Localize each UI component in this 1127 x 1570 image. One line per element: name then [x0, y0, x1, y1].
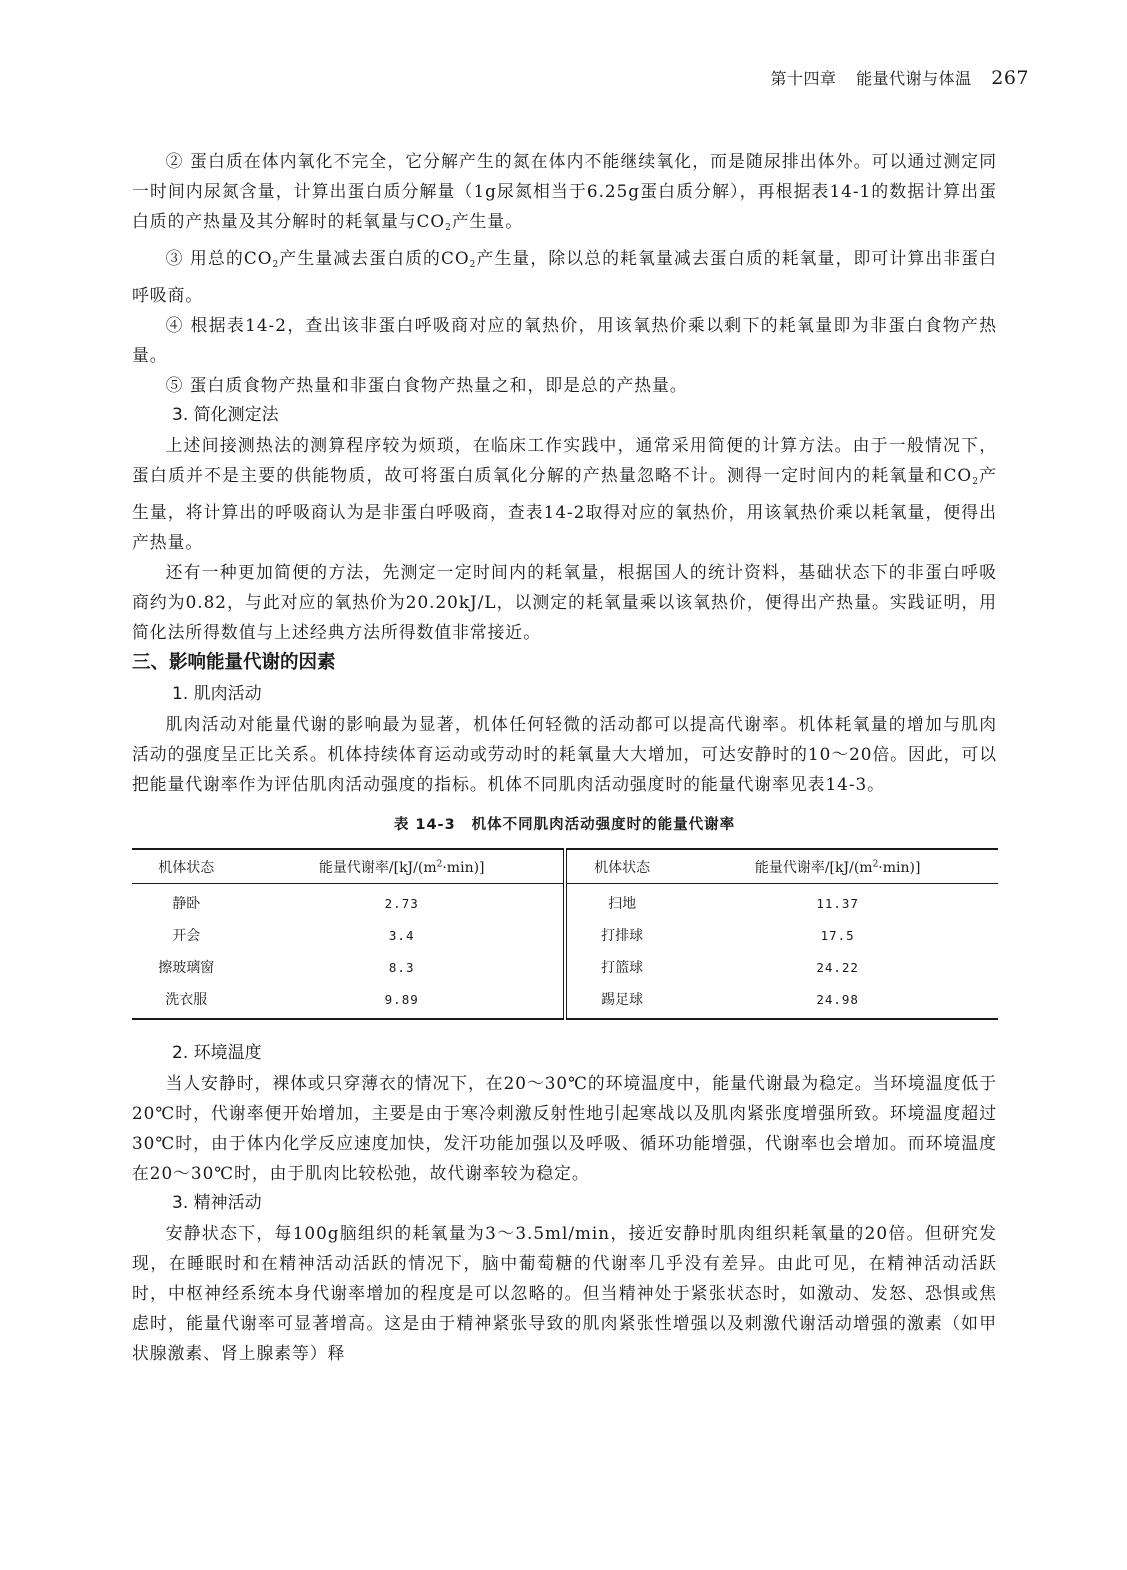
rate-cell: 24.98 — [816, 991, 859, 1007]
state-cell: 开会 — [172, 928, 201, 944]
rate-cell: 2.73 — [240, 884, 565, 920]
state-cell: 静卧 — [172, 896, 201, 912]
table-title: 机体不同肌肉活动强度时的能量代谢率 — [471, 817, 736, 833]
state-cell: 踢足球 — [601, 992, 644, 1008]
state-cell: 扫地 — [608, 896, 637, 912]
chapter-label: 第十四章 — [770, 69, 837, 88]
rate-cell: 9.89 — [240, 983, 565, 1019]
section-heading-factors: 三、影响能量代谢的因素 — [132, 652, 336, 673]
state-cell: 洗衣服 — [165, 992, 208, 1008]
table-row — [132, 919, 998, 951]
page-body — [132, 146, 997, 1368]
paragraph-muscle-activity: 肌肉活动对能量代谢的影响最为显著，机体任何轻微的活动都可以提高代谢率。机体耗氧量的增加与肌肉活动的强度呈正比关系。机体持续体育运动或劳动时的耗氧量大大增加，可达安静时的10～20倍。因此，可以把能量代谢率作为评估肌肉活动强度的指标。机体不同肌肉活动强度时的能量代谢率见表14-3。 — [132, 714, 997, 794]
header-state-2: 机体状态 — [565, 849, 677, 884]
rate-cell: 11.37 — [816, 895, 859, 911]
heading-environment-temperature: 2. 环境温度 — [172, 1043, 262, 1063]
table-number: 表 14-3 — [393, 817, 456, 833]
state-cell: 擦玻璃窗 — [158, 960, 215, 976]
paragraph-environment-temperature: 当人安静时，裸体或只穿薄衣的情况下，在20～30℃的环境温度中，能量代谢最为稳定。当环境温度低于20℃时，代谢率便开始增加，主要是由于寒冷刺激反射性地引起寒战以及肌肉紧张度增强所致。环境温度超过30℃时，由于体内化学反应速度加快，发汗功能加强以及呼吸、循环功能增强，代谢率也会增加。而环境温度在20～30℃时，由于肌肉比较松弛，故代谢率较为稳定。 — [132, 1073, 997, 1183]
running-head — [771, 66, 1029, 89]
header-state-1: 机体状态 — [132, 849, 240, 884]
table-row — [132, 884, 998, 920]
page-number: 267 — [991, 67, 1029, 89]
header-rate-2: 能量代谢率$/[kJ/(m^2\cdot\min)]$ — [677, 849, 998, 884]
metabolic-rate-table — [132, 848, 998, 1020]
heading-muscle-activity: 1. 肌肉活动 — [172, 684, 262, 704]
paragraph-oxygen-caloric: ④ 根据表14-2，查出该非蛋白呼吸商对应的氧热价，用该氧热价乘以剩下的耗氧量即为非蛋白食物产热量。 — [132, 315, 997, 365]
paragraph-protein-oxidation: ② 蛋白质在体内氧化不完全，它分解产生的氮在体内不能继续氧化，而是随尿排出体外。可以通过测定同一时间内尿氮含量，计算出蛋白质分解量（1g尿氮相当于6.25g蛋白质分解），再根据表14-1的数据计算出蛋白质的产热量及其分解时的耗氧量与$CO_2$产生量。 — [132, 151, 997, 233]
table-caption — [132, 813, 997, 834]
paragraph-mental-activity: 安静状态下，每100g脑组织的耗氧量为3～3.5ml/min，接近安静时肌肉组织耗氧量的20倍。但研究发现，在睡眠时和在精神活动活跃的情况下，脑中葡萄糖的代谢率几乎没有差异。由此可见，在精神活动活跃时，中枢神经系统本身代谢率增加的程度是可以忽略的。但当精神处于紧张状态时，如激动、发怒、恐惧或焦虑时，能量代谢率可显著增高。这是由于精神紧张导致的肌肉紧张性增强以及刺激代谢活动增强的激素（如甲状腺激素、肾上腺素等）释 — [132, 1223, 997, 1363]
paragraph-simplified-2: 还有一种更加简便的方法，先测定一定时间内的耗氧量，根据国人的统计资料，基础状态下的非蛋白呼吸商约为0.82，与此对应的氧热价为20.20kJ/L，以测定的耗氧量乘以该氧热价，便得出产热量。实践证明，用简化法所得数值与上述经典方法所得数值非常接近。 — [132, 562, 997, 642]
paragraph-co2-subtraction: ③ 用总的$CO_2$产生量减去蛋白质的$CO_2$产生量，除以总的耗氧量减去蛋白质的耗氧量，即可计算出非蛋白呼吸商。 — [132, 248, 997, 305]
paragraph-simplified-1: 上述间接测热法的测算程序较为烦琐，在临床工作实践中，通常采用简便的计算方法。由于一般情况下，蛋白质并不是主要的供能物质，故可将蛋白质氧化分解的产热量忽略不计。测得一定时间内的耗氧量和$CO_2$产生量，将计算出的呼吸商认为是非蛋白呼吸商，查表14-2取得对应的氧热价，用该氧热价乘以耗氧量，便得出产热量。 — [132, 435, 997, 552]
state-cell: 打排球 — [601, 928, 644, 944]
rate-cell: 8.3 — [240, 951, 565, 983]
paragraph-total-heat: ⑤ 蛋白质食物产热量和非蛋白食物产热量之和，即是总的产热量。 — [165, 375, 688, 395]
table-header-row — [132, 849, 998, 884]
rate-cell: 24.22 — [816, 959, 859, 975]
heading-simplified-method: 3. 简化测定法 — [172, 405, 279, 425]
heading-mental-activity: 3. 精神活动 — [172, 1193, 262, 1213]
state-cell: 打篮球 — [601, 960, 644, 976]
table-row — [132, 983, 998, 1019]
rate-cell: 3.4 — [240, 919, 565, 951]
rate-cell: 17.5 — [820, 927, 855, 943]
table-row — [132, 951, 998, 983]
chapter-title: 能量代谢与体温 — [856, 69, 972, 88]
header-rate-1: 能量代谢率$/[kJ/(m^2\cdot\min)]$ — [240, 849, 565, 884]
